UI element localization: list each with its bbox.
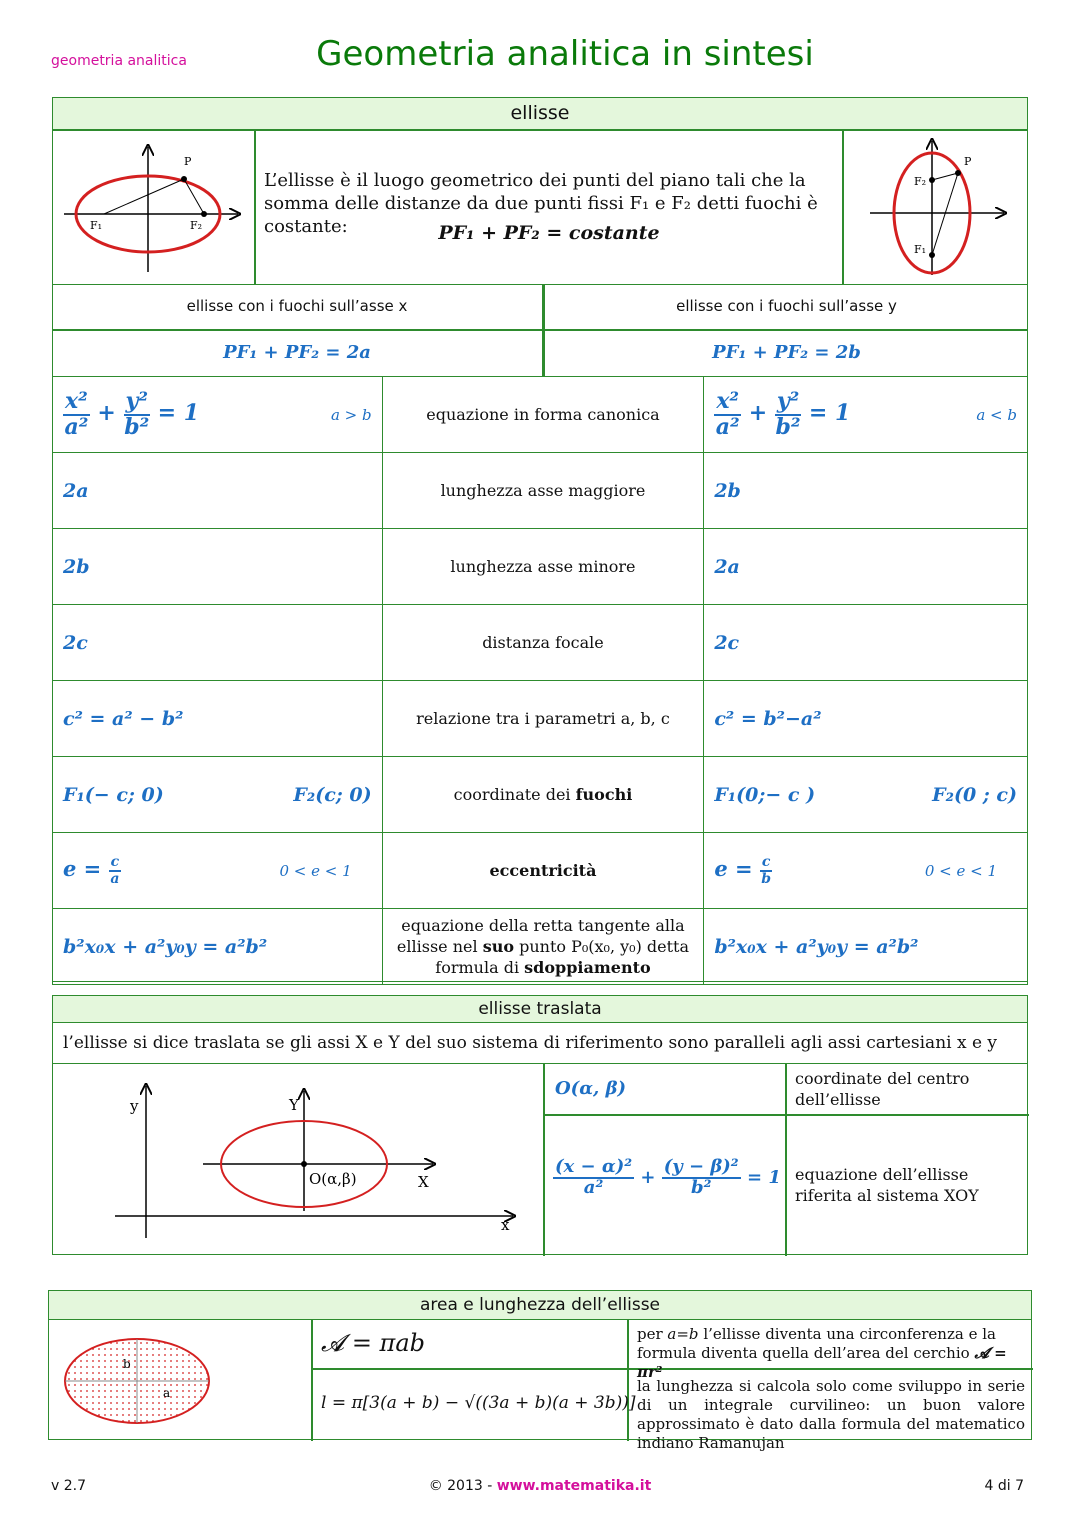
area-title: area e lunghezza dell’ellisse: [49, 1291, 1031, 1320]
label-center: O(α,β): [309, 1170, 357, 1188]
cell: 2a: [53, 453, 383, 529]
length-note: la lunghezza si calcola solo come sviluppo in serie di un integrale curvilineo: un buon valore approssimato è dato dalla formula del matematico indiano Ramanujan: [637, 1377, 1025, 1452]
label-f2b: F₂: [914, 175, 927, 188]
cell: F₁(− c; 0): [63, 783, 164, 806]
label-p: P: [184, 155, 192, 168]
cell: 2b: [704, 453, 1028, 529]
cell: c² = a² − b²: [53, 681, 383, 757]
page-title: Geometria analitica in sintesi: [316, 34, 814, 74]
sum-y: PF₁ + PF₂ = 2b: [712, 342, 861, 363]
label-X: X: [418, 1173, 429, 1191]
ellipse-x-figure: [58, 137, 248, 277]
cell: 2c: [53, 605, 383, 681]
table-row: [53, 909, 1028, 985]
label-b: b: [123, 1357, 131, 1371]
cell: 2c: [704, 605, 1028, 681]
label-f1: F₁: [90, 219, 103, 232]
length-formula: l = π[3(a + b) − √((3a + b)(a + 3b))]: [321, 1393, 636, 1413]
cell: b²x₀x + a²y₀y = a²b²: [53, 909, 383, 985]
cell: F₂(c; 0): [293, 783, 372, 806]
area-section: [48, 1290, 1032, 1452]
table-row: $\frac{\text{x²}}{\text{a²}}$ + $\frac{\text{y²}}{\text{b²}}$ = 1 a > b equazione in forma canonica $\frac{\text{x²}}{\text{a²}}$ + $\frac{\text{y²}}{\text{b²}}$ = 1 a < b: [53, 377, 1028, 453]
label-p2: P: [964, 155, 972, 168]
cell: c² = b²−a²: [704, 681, 1028, 757]
label-Y: Y: [289, 1096, 299, 1114]
traslata-title: ellisse traslata: [53, 996, 1027, 1023]
row-label: eccentricità: [382, 833, 704, 909]
footer-site-link[interactable]: www.matematika.it: [496, 1478, 652, 1494]
cond: 0 < e < 1: [279, 861, 352, 880]
cell: F₂(0 ; c): [932, 783, 1017, 806]
label-x: x: [501, 1216, 510, 1234]
row-label: equazione della retta tangente alla ellisse nel suo punto P₀(x₀, y₀) detta formula di sdoppiamento: [382, 909, 704, 985]
table-row: [53, 453, 1028, 529]
area-formula: 𝓐 = πab: [321, 1329, 425, 1357]
footer-copyright: © 2013 - www.matematika.it: [428, 1478, 652, 1494]
footer-version: v 2.7: [51, 1478, 86, 1494]
definition-formula: PF₁ + PF₂ = costante: [438, 222, 660, 244]
traslata-section: [52, 995, 1028, 1255]
traslata-figure: [103, 1066, 533, 1251]
table-row: [53, 529, 1028, 605]
col-y-label: ellisse con i fuochi sull’asse y: [676, 297, 897, 315]
cell: F₁(0;− c ): [714, 783, 816, 806]
table-row: [53, 681, 1028, 757]
ellipse-y-figure: [864, 135, 1014, 280]
cond: 0 < e < 1: [924, 861, 997, 880]
ellisse-title: ellisse: [53, 98, 1027, 131]
area-figure: [61, 1335, 213, 1427]
table-row: [53, 757, 1028, 833]
table-row: e = $\frac{c}{a}$ 0 < e < 1 eccentricità e = $\frac{c}{b}$ 0 < e < 1: [53, 833, 1028, 909]
label-f2: F₂: [190, 219, 203, 232]
row-label: lunghezza asse maggiore: [382, 453, 704, 529]
table-row: [53, 605, 1028, 681]
label-a: a: [163, 1386, 171, 1400]
cell: 2b: [53, 529, 383, 605]
traslata-equation: $\frac{\text{(x − α)²}}{\text{a²}}$ + $\frac{\text{(y − β)²}}{\text{b²}}$ = 1: [555, 1156, 781, 1198]
footer-page: 4 di 7: [984, 1478, 1024, 1494]
equation-desc: equazione dell’ellisse riferita al sistema XOY: [795, 1165, 979, 1205]
center-coords: O(α, β): [555, 1078, 627, 1099]
label-f1b: F₁: [914, 243, 927, 256]
area-note: per a=b l’ellisse diventa una circonferenza e la formula diventa quella dell’area del cerchio 𝓐 = πr²: [637, 1325, 1007, 1381]
header-subject: geometria analitica: [51, 53, 187, 69]
row-label: relazione tra i parametri a, b, c: [382, 681, 704, 757]
sum-x: PF₁ + PF₂ = 2a: [223, 342, 371, 363]
property-table: [52, 376, 1028, 985]
cell: b²x₀x + a²y₀y = a²b²: [704, 909, 1028, 985]
label-y: y: [130, 1097, 139, 1115]
traslata-desc: l’ellisse si dice traslata se gli assi X e Y del suo sistema di riferimento sono paralleli agli assi cartesiani x e y: [53, 1023, 1027, 1064]
cell: 2a: [704, 529, 1028, 605]
axis-header: [52, 284, 1028, 377]
cond: a > b: [330, 405, 372, 424]
cond: a < b: [976, 405, 1017, 424]
row-label: equazione in forma canonica: [382, 377, 704, 453]
row-label: lunghezza asse minore: [382, 529, 704, 605]
center-desc: coordinate del centro dell’ellisse: [795, 1069, 970, 1109]
definition-row: [52, 129, 1028, 285]
row-label: coordinate dei fuochi: [382, 757, 704, 833]
ellisse-definition: L’ellisse è il luogo geometrico dei punti del piano tali che la somma delle distanze da due punti fissi F₁ e F₂ detti fuochi è costante:: [264, 170, 818, 237]
row-label: distanza focale: [382, 605, 704, 681]
col-x-label: ellisse con i fuochi sull’asse x: [186, 297, 408, 315]
